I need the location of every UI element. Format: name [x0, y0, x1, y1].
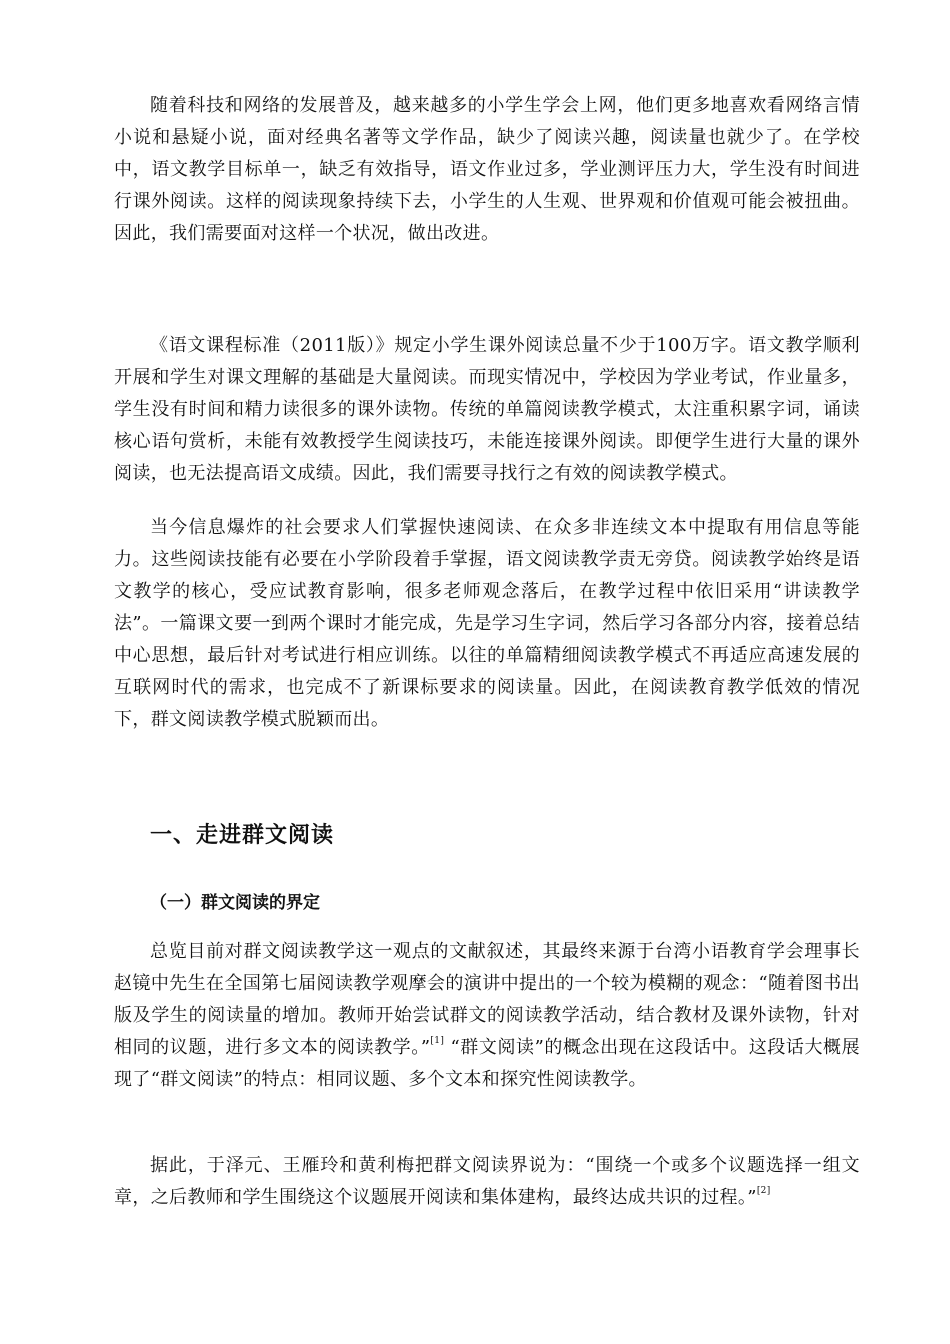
paragraph-2: 《语文课程标准（2011版）》规定小学生课外阅读总量不少于100万字。语文教学顺利开展和学生对课文理解的基础是大量阅读。而现实情况中，学校因为学业考试，作业量多，学生没有时间和精力读很多的课外读物。传统的单篇阅读教学模式，太注重积累字词，诵读核心语句赏析，未能有效教授学生阅读技巧，未能连接课外阅读。即便学生进行大量的课外阅读，也无法提高语文成绩。因此，我们需要寻找行之有效的阅读教学模式。 [114, 335, 860, 484]
citation-1: [1] [430, 1036, 445, 1046]
citation-2: [2] [756, 1186, 771, 1196]
paragraph-4-text-b: “群文阅读”的概念出现在这段话中。这段话大概展现了“群文阅读”的特点：相同议题、多个文本和探究性阅读教学。 [114, 1037, 860, 1090]
paragraph-4-text-a: 总览目前对群文阅读教学这一观点的文献叙述，其最终来源于台湾小语教育学会理事长赵镜中先生在全国第七届阅读教学观摩会的演讲中提出的一个较为模糊的观念：“随着图书出版及学生的阅读量的增加。教师开始尝试群文的阅读教学活动，结合教材及课外读物，针对相同的议题，进行多文本的阅读教学。” [114, 941, 860, 1058]
paragraph-1: 随着科技和网络的发展普及，越来越多的小学生学会上网，他们更多地喜欢看网络言情小说和悬疑小说，面对经典名著等文学作品，缺少了阅读兴趣，阅读量也就少了。在学校中，语文教学目标单一，缺乏有效指导，语文作业过多，学业测评压力大，学生没有时间进行课外阅读。这样的阅读现象持续下去，小学生的人生观、世界观和价值观可能会被扭曲。因此，我们需要面对这样一个状况，做出改进。 [114, 95, 860, 244]
section-heading: 一、走进群文阅读 [150, 823, 335, 848]
paragraph-3: 当今信息爆炸的社会要求人们掌握快速阅读、在众多非连续文本中提取有用信息等能力。这些阅读技能有必要在小学阶段着手掌握，语文阅读教学责无旁贷。阅读教学始终是语文教学的核心，受应试教育影响，很多老师观念落后，在教学过程中依旧采用“讲读教学法”。一篇课文要一到两个课时才能完成，先是学习生字词，然后学习各部分内容，接着总结中心思想，最后针对考试进行相应训练。以往的单篇精细阅读教学模式不再适应高速发展的互联网时代的需求，也完成不了新课标要求的阅读量。因此，在阅读教育教学低效的情况下，群文阅读教学模式脱颖而出。 [114, 517, 860, 730]
subsection-heading: （一）群文阅读的界定 [150, 893, 320, 913]
paragraph-5 [114, 1150, 860, 1214]
paragraph-4 [114, 936, 860, 1096]
paragraph-5-text: 据此，于泽元、王雁玲和黄利梅把群文阅读界说为：“围绕一个或多个议题选择一组文章，之后教师和学生围绕这个议题展开阅读和集体建构，最终达成共识的过程。” [114, 1155, 860, 1208]
